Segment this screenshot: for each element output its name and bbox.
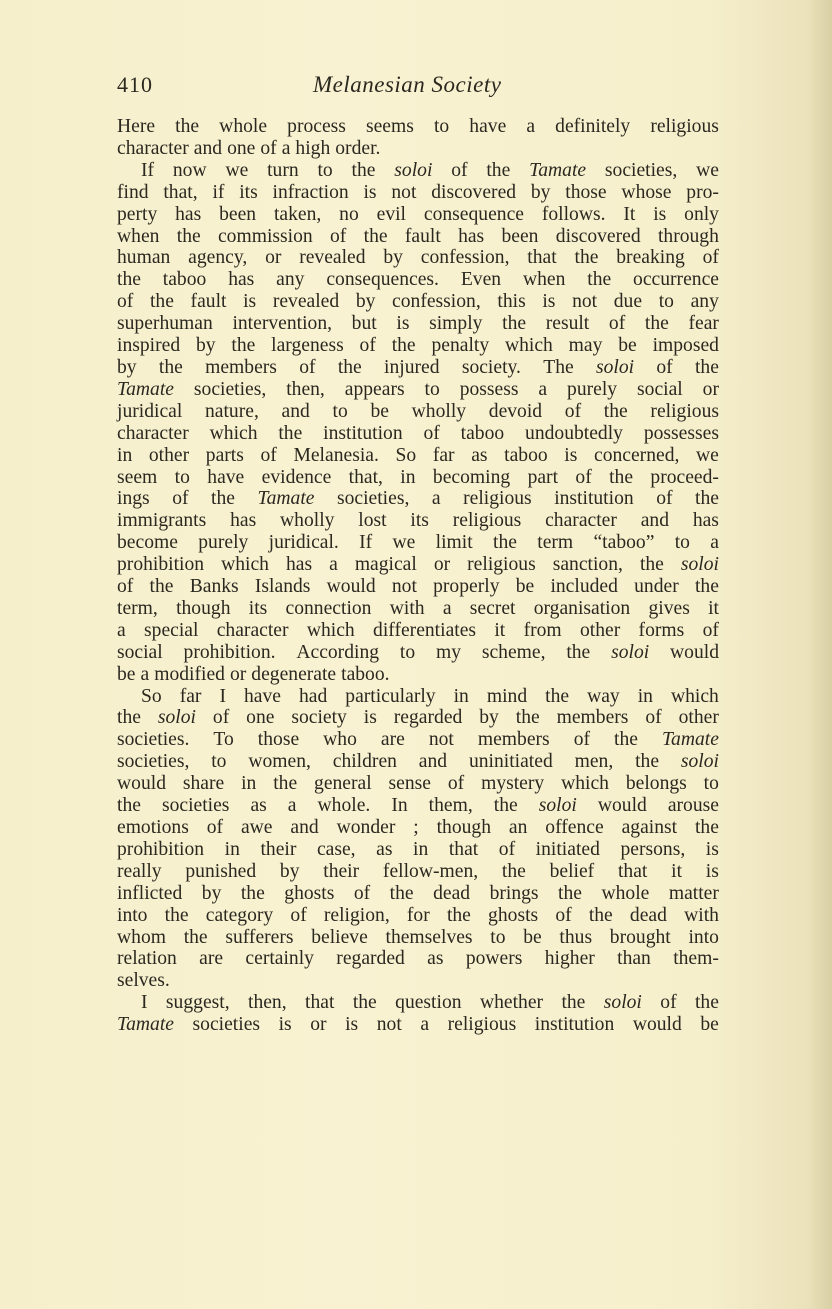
text-line: of the Banks Islands would not properly be included under the <box>117 576 719 598</box>
text-line: into the category of religion, for the ghosts of the dead with <box>117 904 719 926</box>
text-line: seem to have evidence that, in becoming part of the proceed- <box>117 466 719 488</box>
text-line: Here the whole process seems to have a definitely religious <box>117 116 719 137</box>
text-line: in other parts of Melanesia. So far as taboo is concerned, we <box>117 444 719 466</box>
running-title: Melanesian Society <box>313 72 502 97</box>
text-line: whom the sufferers believe themselves to be thus brought into <box>117 926 719 948</box>
paragraph <box>117 686 719 993</box>
body-text <box>117 116 719 1036</box>
text-line: become purely juridical. If we limit the term “taboo” to a <box>117 532 719 554</box>
text-line: find that, if its infraction is not discovered by those whose pro- <box>117 181 719 203</box>
text-line: relation are certainly regarded as powers higher than them- <box>117 948 719 970</box>
text-line: term, though its connection with a secret organisation gives it <box>117 597 719 619</box>
text-line: superhuman intervention, but is simply the result of the fear <box>117 313 719 335</box>
paragraph <box>117 116 719 160</box>
text-line: juridical nature, and to be wholly devoid of the religious <box>117 400 719 422</box>
text-line: Tamate societies is or is not a religious institution would be <box>117 1014 719 1036</box>
text-line: character and one of a high order. <box>117 137 381 159</box>
text-line: by the members of the injured society. The soloi of the <box>117 356 719 378</box>
text-line: I suggest, then, that the question whether the soloi of the <box>141 992 719 1014</box>
text-line: would share in the general sense of mystery which belongs to <box>117 773 719 795</box>
paragraph <box>117 992 719 1036</box>
text-line: selves. <box>117 970 170 992</box>
text-line: inspired by the largeness of the penalty which may be imposed <box>117 335 719 357</box>
text-line: So far I have had particularly in mind the way in which <box>141 685 719 707</box>
text-line: ings of the Tamate societies, a religious institution of the <box>117 488 719 510</box>
text-line: If now we turn to the soloi of the Tamate societies, we <box>141 159 719 181</box>
text-line: societies. To those who are not members of the Tamate <box>117 729 719 751</box>
text-line: immigrants has wholly lost its religious character and has <box>117 510 719 532</box>
page-number: 410 <box>117 72 153 97</box>
page-header <box>117 72 717 104</box>
text-line: Tamate societies, then, appears to possess a purely social or <box>117 378 719 400</box>
text-line: prohibition in their case, as in that of initiated persons, is <box>117 838 719 860</box>
text-line: societies, to women, children and uninitiated men, the soloi <box>117 751 719 773</box>
text-line: the soloi of one society is regarded by the members of other <box>117 707 719 729</box>
text-line: human agency, or revealed by confession, that the breaking of <box>117 247 719 269</box>
text-line: when the commission of the fault has been discovered through <box>117 225 719 247</box>
text-line: prohibition which has a magical or religious sanction, the soloi <box>117 554 719 576</box>
text-line: inflicted by the ghosts of the dead brings the whole matter <box>117 882 719 904</box>
paragraph <box>117 160 719 686</box>
text-line: really punished by their fellow-men, the belief that it is <box>117 860 719 882</box>
text-line: perty has been taken, no evil consequence follows. It is only <box>117 203 719 225</box>
text-line: emotions of awe and wonder ; though an offence against the <box>117 817 719 838</box>
text-line: be a modified or degenerate taboo. <box>117 663 390 685</box>
text-line: of the fault is revealed by confession, this is not due to any <box>117 291 719 313</box>
text-line: social prohibition. According to my scheme, the soloi would <box>117 641 719 663</box>
text-line: a special character which differentiates it from other forms of <box>117 619 719 641</box>
text-line: the taboo has any consequences. Even when the occurrence <box>117 269 719 291</box>
text-line: character which the institution of taboo undoubtedly possesses <box>117 422 719 444</box>
text-line: the societies as a whole. In them, the soloi would arouse <box>117 795 719 817</box>
